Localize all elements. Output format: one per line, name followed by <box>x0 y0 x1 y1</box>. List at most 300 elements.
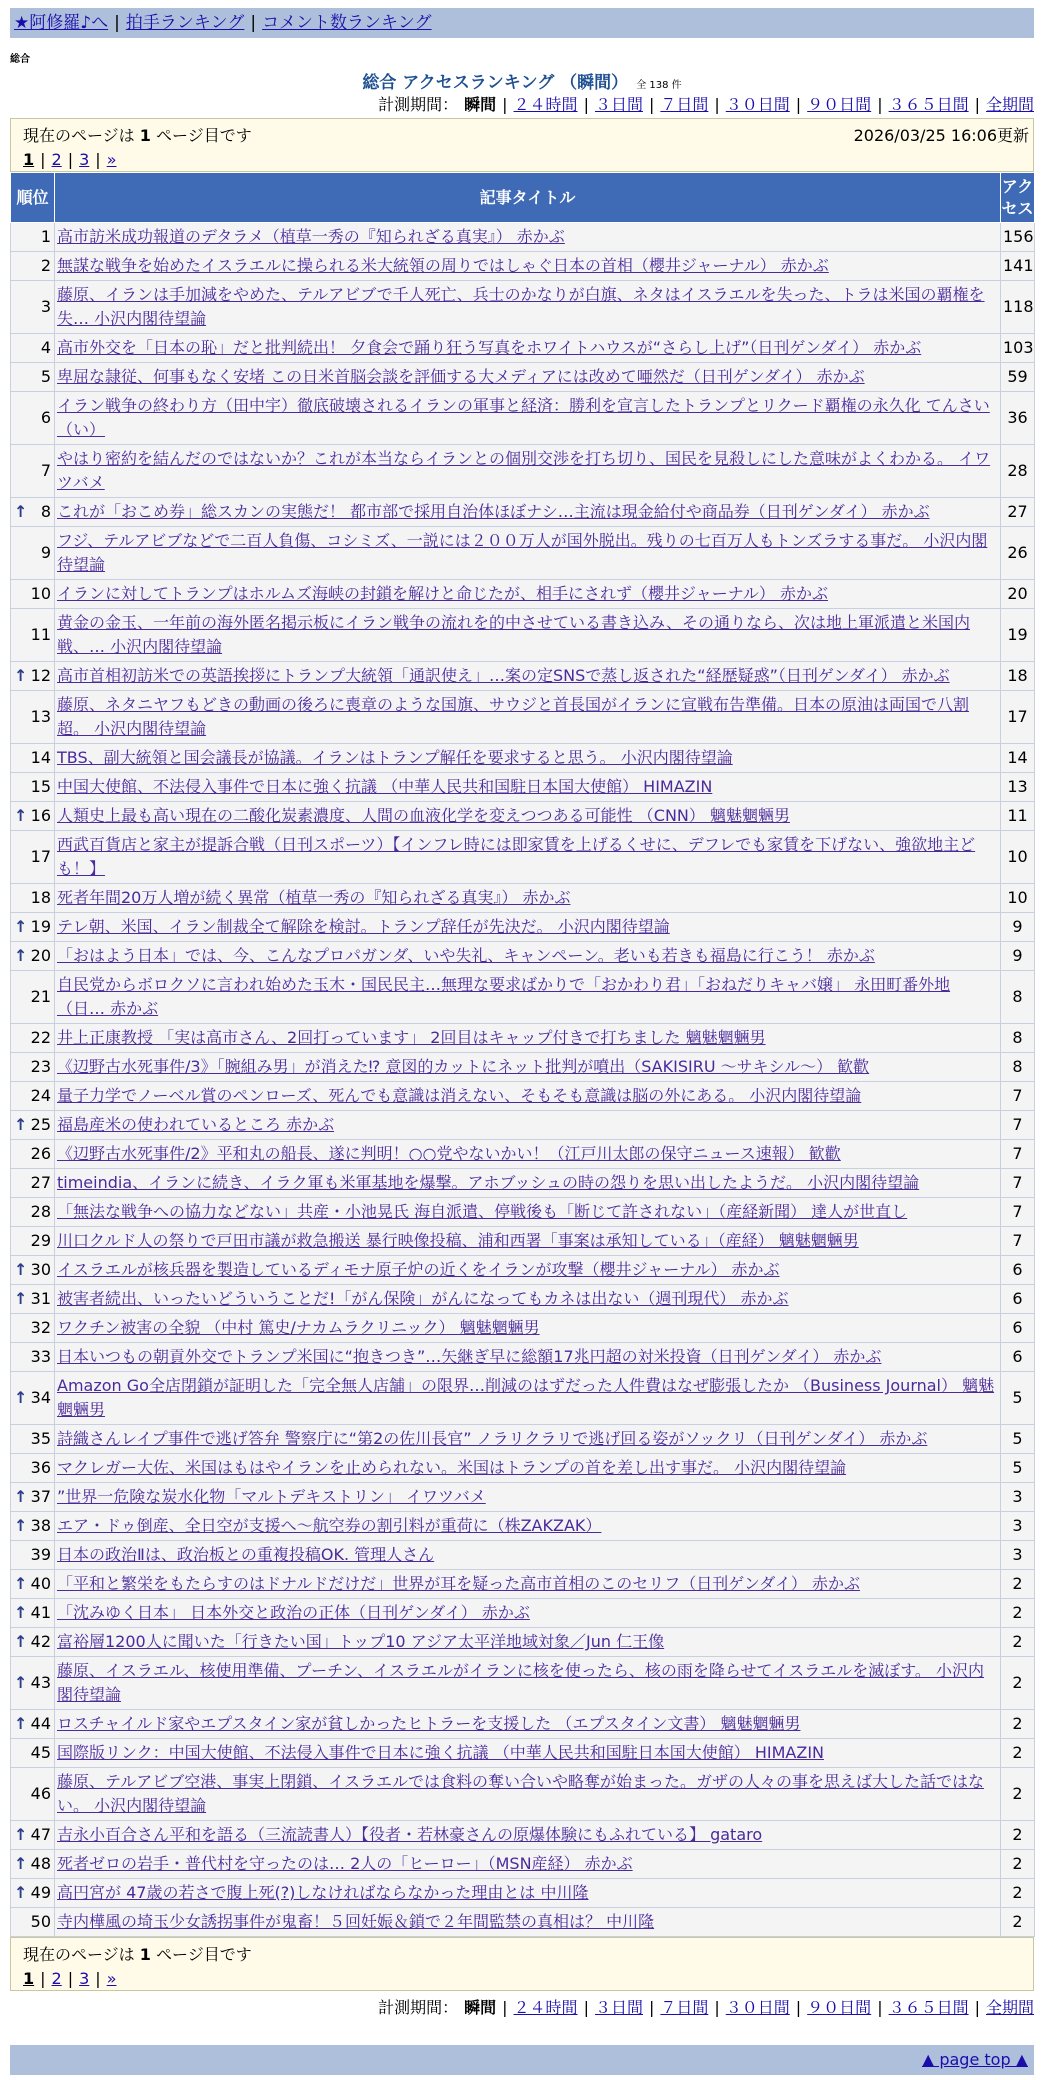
table-row <box>11 1314 1035 1343</box>
rank-number: 19 <box>30 917 51 936</box>
title-cell <box>55 1111 1001 1140</box>
rank-number: 32 <box>30 1318 51 1337</box>
article-title-link[interactable]: ”世界一危険な炭水化物「マルトデキストリン」 イワツバメ <box>57 1487 486 1506</box>
access-count: 2 <box>1001 1908 1035 1937</box>
article-title-link[interactable]: 死者ゼロの岩手・普代村を守ったのは… 2人の「ヒーロー」（MSN産経） 赤かぶ <box>57 1854 633 1873</box>
rank-number: 7 <box>40 461 51 480</box>
rank-cell <box>11 971 55 1024</box>
table-row <box>11 1425 1035 1454</box>
period-link-24h[interactable]: ２４時間 <box>513 95 578 114</box>
rank-number: 5 <box>40 367 51 386</box>
rank-number: 14 <box>30 748 51 767</box>
table-row <box>11 884 1035 913</box>
page-info-box-bottom <box>10 1937 1034 1991</box>
title-cell <box>55 252 1001 281</box>
table-row <box>11 744 1035 773</box>
article-title-link[interactable]: イスラエルが核兵器を製造しているディモナ原子炉の近くをイランが攻撃（櫻井ジャーナル） 赤かぶ <box>57 1260 780 1279</box>
article-title-link[interactable]: マクレガー大佐、米国はもはやイランを止められない。米国はトランプの首を差し出す事だ。 小沢内閣待望論 <box>57 1458 847 1477</box>
article-title-link[interactable]: エア・ドゥ倒産、全日空が支援へ〜航空券の割引料が重荷に（株ZAKZAK） <box>57 1516 602 1535</box>
access-count: 2 <box>1001 1739 1035 1768</box>
up-arrow-icon: ↑ <box>14 666 28 685</box>
article-title-link[interactable]: 量子力学でノーベル賞のペンローズ、死んでも意識は消えない、そもそも意識は脳の外にある。 小沢内閣待望論 <box>57 1086 862 1105</box>
article-title-link[interactable]: 吉永小百合さん平和を語る（三流読書人）【役者・若林豪さんの原爆体験にもふれている】 gataro <box>57 1825 763 1844</box>
article-title-link[interactable]: フジ、テルアビブなどで二百人負傷、コシミズ、一説には２００万人が国外脱出。残りの七百万人もトンズラする事だ。 小沢内閣待望論 <box>57 531 988 574</box>
updated-timestamp: 2026/03/25 16:06更新 <box>853 126 1029 145</box>
rank-cell <box>11 1908 55 1937</box>
up-arrow-icon: ↑ <box>14 806 28 825</box>
rank-number: 12 <box>30 666 51 685</box>
rank-number: 29 <box>30 1231 51 1250</box>
article-title-link[interactable]: 《辺野古水死事件/3》「腕組み男」が消えた⁉ 意図的カットにネット批判が噴出（SAKISIRU 〜サキシル〜） 歓歡 <box>57 1057 870 1076</box>
article-title-link[interactable]: 日本いつもの朝貢外交でトランプ米国に“抱きつき”…矢継ぎ早に総額17兆円超の対米投資（日刊ゲンダイ） 赤かぶ <box>57 1347 882 1366</box>
rank-cell <box>11 1227 55 1256</box>
rank-cell <box>11 1821 55 1850</box>
article-title-link[interactable]: ロスチャイルド家やエプスタイン家が貧しかったヒトラーを支援した （エプスタイン文書） 魑魅魍魎男 <box>57 1714 801 1733</box>
title-cell <box>55 1227 1001 1256</box>
title-cell <box>55 498 1001 527</box>
rank-number: 47 <box>30 1825 51 1844</box>
rank-cell <box>11 1850 55 1879</box>
rank-number: 40 <box>30 1574 51 1593</box>
title-cell <box>55 1879 1001 1908</box>
nav-link-comment-ranking[interactable]: コメント数ランキング <box>262 13 432 33</box>
access-count: 36 <box>1001 392 1035 445</box>
up-arrow-icon: ↑ <box>14 917 28 936</box>
access-count: 2 <box>1001 1599 1035 1628</box>
up-arrow-icon: ↑ <box>14 1260 28 1279</box>
period-link-7d[interactable]: ７日間 <box>660 1998 709 2017</box>
article-title-link[interactable]: 人類史上最も高い現在の二酸化炭素濃度、人間の血液化学を変えつつある可能性 （CNN） 魑魅魍魎男 <box>57 806 790 825</box>
article-title-link[interactable]: 藤原、テルアビブ空港、事実上閉鎖、イスラエルでは食料の奪い合いや略奪が始まった。ガザの人々の事を思えば大した話ではない。 小沢内閣待望論 <box>57 1772 985 1815</box>
access-count: 2 <box>1001 1657 1035 1710</box>
title-cell <box>55 1140 1001 1169</box>
rank-cell <box>11 1454 55 1483</box>
rank-number: 41 <box>30 1603 51 1622</box>
table-row <box>11 1169 1035 1198</box>
table-row <box>11 1628 1035 1657</box>
table-row <box>11 1140 1035 1169</box>
rank-number: 45 <box>30 1743 51 1762</box>
article-title-link[interactable]: 井上正康教授 「実は高市さん、2回打っています」 2回目はキャップ付きで打ちました 魑魅魍魎男 <box>57 1028 766 1047</box>
access-count: 59 <box>1001 363 1035 392</box>
period-selector-bottom: 計測期間： 瞬間 | ２４時間 | ３日間 | ７日間 | ３０日間 | ９０日間 | ３６５日間 | 全期間 <box>378 1998 1034 2017</box>
rank-number: 31 <box>30 1289 51 1308</box>
access-count: 17 <box>1001 691 1035 744</box>
title-cell <box>55 1169 1001 1198</box>
period-link-90d[interactable]: ９０日間 <box>807 95 872 114</box>
table-row <box>11 281 1035 334</box>
access-count: 7 <box>1001 1140 1035 1169</box>
article-title-link[interactable]: イランに対してトランプはホルムズ海峡の封鎖を解けと命じたが、相手にされず（櫻井ジャーナル） 赤かぶ <box>57 584 829 603</box>
table-row <box>11 1850 1035 1879</box>
rank-cell <box>11 252 55 281</box>
rank-cell <box>11 392 55 445</box>
access-count: 2 <box>1001 1768 1035 1821</box>
rank-cell <box>11 445 55 498</box>
ranking-table <box>10 172 1035 1937</box>
rank-number: 43 <box>30 1673 51 1692</box>
article-title-link[interactable]: 無謀な戦争を始めたイスラエルに操られる米大統領の周りではしゃぐ日本の首相（櫻井ジャーナル） 赤かぶ <box>57 256 829 275</box>
up-arrow-icon: ↑ <box>14 1603 28 1622</box>
article-title-link[interactable]: イラン戦争の終わり方（田中宇）徹底破壊されるイランの軍事と経済：勝利を宣言したトランプとリクード覇権の永久化 てんさい（い） <box>57 396 990 439</box>
access-count: 6 <box>1001 1343 1035 1372</box>
table-row <box>11 1082 1035 1111</box>
rank-cell <box>11 1628 55 1657</box>
rank-cell <box>11 831 55 884</box>
page-info-text: 現在のページは 1 ページ目です <box>23 126 252 145</box>
rank-cell <box>11 1599 55 1628</box>
access-count: 2 <box>1001 1879 1035 1908</box>
rank-number: 17 <box>30 847 51 866</box>
header-access: アクセス <box>1001 173 1035 223</box>
table-row <box>11 773 1035 802</box>
period-link-365d[interactable]: ３６５日間 <box>888 1998 969 2017</box>
rank-cell <box>11 1768 55 1821</box>
rank-number: 35 <box>30 1429 51 1448</box>
table-row <box>11 1710 1035 1739</box>
rank-number: 22 <box>30 1028 51 1047</box>
access-count: 2 <box>1001 1821 1035 1850</box>
title-cell <box>55 580 1001 609</box>
article-title-link[interactable]: 「沈みゆく日本」 日本外交と政治の正体（日刊ゲンダイ） 赤かぶ <box>57 1603 530 1622</box>
up-arrow-icon: ↑ <box>14 1825 28 1844</box>
table-row <box>11 913 1035 942</box>
article-title-link[interactable]: 西武百貨店と家主が提訴合戦（日刊スポーツ）【インフレ時には即家賃を上げるくせに、デフレでも家賃を下げない、強欲地主ども！】 <box>57 835 976 878</box>
access-count: 7 <box>1001 1227 1035 1256</box>
title-cell <box>55 1908 1001 1937</box>
access-count: 7 <box>1001 1198 1035 1227</box>
up-arrow-icon: ↑ <box>14 1632 28 1651</box>
rank-cell <box>11 1024 55 1053</box>
title-cell <box>55 1850 1001 1879</box>
access-count: 5 <box>1001 1425 1035 1454</box>
article-title-link[interactable]: 「平和と繁栄をもたらすのはドナルドだけだ」世界が耳を疑った高市首相のこのセリフ（日刊ゲンダイ） 赤かぶ <box>57 1574 861 1593</box>
table-row <box>11 1285 1035 1314</box>
period-link-3d[interactable]: ３日間 <box>594 1998 643 2017</box>
title-cell <box>55 802 1001 831</box>
rank-number: 20 <box>30 946 51 965</box>
period-link-30d[interactable]: ３０日間 <box>725 1998 790 2017</box>
access-count: 8 <box>1001 971 1035 1024</box>
rank-cell <box>11 802 55 831</box>
title-cell <box>55 1512 1001 1541</box>
table-row <box>11 392 1035 445</box>
rank-number: 39 <box>30 1545 51 1564</box>
title-cell <box>55 1024 1001 1053</box>
article-title-link[interactable]: 富裕層1200人に聞いた「行きたい国」トップ10 アジア太平洋地域対象／Jun 仁王像 <box>57 1632 665 1651</box>
table-row <box>11 1821 1035 1850</box>
title-cell <box>55 223 1001 252</box>
title-cell <box>55 1768 1001 1821</box>
title-cell <box>55 971 1001 1024</box>
rank-cell <box>11 1512 55 1541</box>
period-link-all[interactable]: 全期間 <box>985 1998 1034 2017</box>
article-title-link[interactable]: これが「おこめ券」総スカンの実態だ！ 都市部で採用自治体ほぼナシ…主流は現金給付や商品券（日刊ゲンダイ） 赤かぶ <box>57 502 930 521</box>
title-cell <box>55 1541 1001 1570</box>
access-count: 7 <box>1001 1082 1035 1111</box>
article-title-link[interactable]: Amazon Go全店閉鎖が証明した「完全無人店舗」の限界…削減のはずだった人件費はなぜ膨張したか （Business Journal） 魑魅魍魎男 <box>57 1376 995 1419</box>
period-link-24h[interactable]: ２４時間 <box>513 1998 578 2017</box>
article-title-link[interactable]: 高市首相初訪米での英語挨拶にトランプ大統領「通訳使え」…案の定SNSで蒸し返された“経歴疑惑”（日刊ゲンダイ） 赤かぶ <box>57 666 950 685</box>
rank-number: 37 <box>30 1487 51 1506</box>
pager-next[interactable]: » <box>106 150 117 169</box>
pager-top: 1 | 2 | 3 | » <box>23 150 117 169</box>
access-count: 156 <box>1001 223 1035 252</box>
header-title: 記事タイトル <box>55 173 1001 223</box>
rank-cell <box>11 662 55 691</box>
rank-cell <box>11 1082 55 1111</box>
rank-number: 24 <box>30 1086 51 1105</box>
article-title-link[interactable]: やはり密約を結んだのではないか？これが本当ならイランとの個別交渉を打ち切り、国民を見殺しにした意味がよくわかる。 イワツバメ <box>57 449 991 492</box>
period-link-all[interactable]: 全期間 <box>985 95 1034 114</box>
rank-cell <box>11 498 55 527</box>
article-title-link[interactable]: テレ朝、米国、イラン制裁全て解除を検討。トランプ辞任が先決だ。 小沢内閣待望論 <box>57 917 670 936</box>
title-cell <box>55 1343 1001 1372</box>
title-cell <box>55 281 1001 334</box>
title-cell <box>55 1710 1001 1739</box>
rank-cell <box>11 884 55 913</box>
title-cell <box>55 831 1001 884</box>
title-cell <box>55 527 1001 580</box>
rank-number: 1 <box>40 227 51 246</box>
rank-number: 33 <box>30 1347 51 1366</box>
rank-cell <box>11 1657 55 1710</box>
rank-number: 48 <box>30 1854 51 1873</box>
page-title-line <box>10 68 1034 92</box>
table-row <box>11 223 1035 252</box>
article-title-link[interactable]: 寺内樺風の埼玉少女誘拐事件が鬼畜！５回妊娠＆鎖で２年間監禁の真相は？ 中川隆 <box>57 1912 655 1931</box>
up-arrow-icon: ↑ <box>14 1673 28 1692</box>
article-title-link[interactable]: 自民党からボロクソに言われ始めた玉木・国民民主…無理な要求ばかりで「おかわり君」「おねだりキャバ嬢」 永田町番外地（日… 赤かぶ <box>57 975 951 1018</box>
title-cell <box>55 1821 1001 1850</box>
article-title-link[interactable]: 「おはよう日本」では、今、こんなプロパガンダ、いや失礼、キャンペーン。老いも若きも福島に行こう！ 赤かぶ <box>57 946 875 965</box>
rank-cell <box>11 1739 55 1768</box>
article-title-link[interactable]: 藤原、イスラエル、核使用準備、プーチン、イスラエルがイランに核を使ったら、核の雨を降らせてイスラエルを滅ぼす。 小沢内閣待望論 <box>57 1661 985 1704</box>
rank-cell <box>11 580 55 609</box>
period-link-7d[interactable]: ７日間 <box>660 95 709 114</box>
table-row <box>11 445 1035 498</box>
article-title-link[interactable]: 被害者続出、いったいどういうことだ!「がん保険」がんになってもカネは出ない（週刊現代） 赤かぶ <box>57 1289 789 1308</box>
nav-link-applause-ranking[interactable]: 拍手ランキング <box>125 13 245 33</box>
table-row <box>11 831 1035 884</box>
table-row <box>11 1024 1035 1053</box>
title-cell <box>55 609 1001 662</box>
access-count: 8 <box>1001 1024 1035 1053</box>
title-cell <box>55 884 1001 913</box>
access-count: 2 <box>1001 1628 1035 1657</box>
access-count: 20 <box>1001 580 1035 609</box>
pager-link-3[interactable]: 3 <box>79 1969 90 1988</box>
article-title-link[interactable]: 死者年間20万人増が続く異常（植草一秀の『知られざる真実』） 赤かぶ <box>57 888 571 907</box>
rank-number: 50 <box>30 1912 51 1931</box>
top-navigation <box>10 8 1034 38</box>
period-label: 計測期間： <box>378 95 459 114</box>
pager-link-3[interactable]: 3 <box>79 150 90 169</box>
access-count: 2 <box>1001 1710 1035 1739</box>
title-cell <box>55 1657 1001 1710</box>
table-row <box>11 1343 1035 1372</box>
rank-cell <box>11 1111 55 1140</box>
table-row <box>11 1570 1035 1599</box>
pager-link-2[interactable]: 2 <box>51 1969 62 1988</box>
article-title-link[interactable]: 藤原、ネタニヤフもどきの動画の後ろに喪章のような国旗、サウジと首長国がイランに宣戦布告準備。日本の原油は両国で八割超。 小沢内閣待望論 <box>57 695 970 738</box>
rank-number: 46 <box>30 1784 51 1803</box>
access-count: 6 <box>1001 1314 1035 1343</box>
page-title: 総合 アクセスランキング （瞬間） <box>362 73 629 93</box>
title-cell <box>55 334 1001 363</box>
rank-number: 10 <box>30 584 51 603</box>
article-title-link[interactable]: 藤原、イランは手加減をやめた、テルアビブで千人死亡、兵士のかなりが白旗、ネタはイスラエルを失った、トラは米国の覇権を失… 小沢内閣待望論 <box>57 285 985 328</box>
access-count: 7 <box>1001 1111 1035 1140</box>
title-cell <box>55 913 1001 942</box>
up-arrow-icon: ↑ <box>14 1714 28 1733</box>
article-title-link[interactable]: ワクチン被害の全貌 （中村 篤史/ナカムラクリニック） 魑魅魍魎男 <box>57 1318 540 1337</box>
period-link-90d[interactable]: ９０日間 <box>807 1998 872 2017</box>
rank-cell <box>11 773 55 802</box>
page-info-box-top <box>10 118 1034 172</box>
article-title-link[interactable]: 川口クルド人の祭りで戸田市議が救急搬送 暴行映像投稿、浦和西署「事案は承知している」（産経） 魑魅魍魎男 <box>57 1231 859 1250</box>
title-cell <box>55 1256 1001 1285</box>
article-title-link[interactable]: 卑屈な隷従、何事もなく安堵 この日米首脳会談を評価する大メディアには改めて唖然だ（日刊ゲンダイ） 赤かぶ <box>57 367 865 386</box>
access-count: 7 <box>1001 1169 1035 1198</box>
table-row <box>11 1454 1035 1483</box>
rank-number: 9 <box>40 543 51 562</box>
article-title-link[interactable]: 高市訪米成功報道のデタラメ（植草一秀の『知られざる真実』） 赤かぶ <box>57 227 565 246</box>
access-count: 141 <box>1001 252 1035 281</box>
table-row <box>11 662 1035 691</box>
table-row <box>11 1908 1035 1937</box>
up-arrow-icon: ↑ <box>14 1289 28 1308</box>
title-cell <box>55 1570 1001 1599</box>
pager-link-2[interactable]: 2 <box>51 150 62 169</box>
up-arrow-icon: ↑ <box>14 1115 28 1134</box>
nav-link-asyura[interactable]: ★阿修羅♪へ <box>14 13 109 33</box>
access-count: 13 <box>1001 773 1035 802</box>
access-count: 28 <box>1001 445 1035 498</box>
access-count: 5 <box>1001 1372 1035 1425</box>
rank-cell <box>11 1710 55 1739</box>
title-cell <box>55 445 1001 498</box>
rank-cell <box>11 1425 55 1454</box>
rank-number: 49 <box>30 1883 51 1902</box>
rank-cell <box>11 1169 55 1198</box>
rank-number: 26 <box>30 1144 51 1163</box>
article-title-link[interactable]: 《辺野古水死事件/2》平和丸の船長、遂に判明！○○党やないかい！（江戸川太郎の保守ニュース速報） 歓歡 <box>57 1144 841 1163</box>
table-row <box>11 1739 1035 1768</box>
rank-number: 36 <box>30 1458 51 1477</box>
article-title-link[interactable]: 「無法な戦争への協力などない」共産・小池晃氏 海自派遣、停戦後も「断じて許されない」（産経新聞） 達人が世直し <box>57 1202 908 1221</box>
article-title-link[interactable]: 日本の政治Ⅱは、政治板との重複投稿OK. 管理人さん <box>57 1545 435 1564</box>
table-row <box>11 971 1035 1024</box>
header-rank: 順位 <box>11 173 55 223</box>
access-count: 9 <box>1001 913 1035 942</box>
rank-cell <box>11 609 55 662</box>
table-row <box>11 1372 1035 1425</box>
article-title-link[interactable]: 黄金の金玉、一年前の海外匿名掲示板にイラン戦争の流れを的中させている書き込み、その通りなら、次は地上軍派遣と米国内戦、… 小沢内閣待望論 <box>57 613 970 656</box>
access-count: 18 <box>1001 662 1035 691</box>
table-row <box>11 1768 1035 1821</box>
article-title-link[interactable]: 高円宮が 47歳の若さで腹上死(?)しなければならなかった理由とは 中川隆 <box>57 1883 589 1902</box>
up-arrow-icon: ↑ <box>14 1516 28 1535</box>
access-count: 6 <box>1001 1285 1035 1314</box>
article-title-link[interactable]: 福島産米の使われているところ 赤かぶ <box>57 1115 335 1134</box>
title-cell <box>55 392 1001 445</box>
rank-cell <box>11 1343 55 1372</box>
pager-next[interactable]: » <box>106 1969 117 1988</box>
bottom-bar <box>10 2045 1034 2075</box>
rank-cell <box>11 281 55 334</box>
table-row <box>11 527 1035 580</box>
access-count: 3 <box>1001 1541 1035 1570</box>
page-top-link[interactable]: ▲ page top ▲ <box>921 2050 1028 2069</box>
rank-number: 44 <box>30 1714 51 1733</box>
title-cell <box>55 1053 1001 1082</box>
access-count: 14 <box>1001 744 1035 773</box>
period-current: 瞬間 <box>464 95 497 114</box>
table-row <box>11 1599 1035 1628</box>
table-row <box>11 1512 1035 1541</box>
rank-number: 6 <box>40 408 51 427</box>
rank-number: 13 <box>30 707 51 726</box>
title-cell <box>55 744 1001 773</box>
rank-cell <box>11 334 55 363</box>
title-cell <box>55 1082 1001 1111</box>
title-cell <box>55 662 1001 691</box>
up-arrow-icon: ↑ <box>14 1574 28 1593</box>
rank-cell <box>11 1198 55 1227</box>
title-cell <box>55 942 1001 971</box>
access-count: 3 <box>1001 1512 1035 1541</box>
table-row <box>11 691 1035 744</box>
title-cell <box>55 1628 1001 1657</box>
table-row <box>11 1111 1035 1140</box>
title-cell <box>55 1739 1001 1768</box>
title-cell <box>55 1483 1001 1512</box>
section-label: 総合 <box>10 54 30 65</box>
title-cell <box>55 691 1001 744</box>
rank-number: 28 <box>30 1202 51 1221</box>
article-title-link[interactable]: 高市外交を「日本の恥」だと批判続出！ 夕食会で踊り狂う写真をホワイトハウスが“さらし上げ”（日刊ゲンダイ） 赤かぶ <box>57 338 922 357</box>
rank-number: 42 <box>30 1632 51 1651</box>
period-link-3d[interactable]: ３日間 <box>594 95 643 114</box>
title-cell <box>55 1454 1001 1483</box>
rank-cell <box>11 1372 55 1425</box>
article-title-link[interactable]: 中国大使館、不法侵入事件で日本に強く抗議 （中華人民共和国駐日本国大使館） HIMAZIN <box>57 777 713 796</box>
table-row <box>11 363 1035 392</box>
access-count: 27 <box>1001 498 1035 527</box>
access-count: 9 <box>1001 942 1035 971</box>
article-title-link[interactable]: TBS、副大統領と国会議長が協議。イランはトランプ解任を要求すると思う。 小沢内閣待望論 <box>57 748 733 767</box>
article-title-link[interactable]: timeindia、イランに続き、イラク軍も米軍基地を爆撃。アホブッシュの時の怨りを思い出したようだ。 小沢内閣待望論 <box>57 1173 920 1192</box>
access-count: 3 <box>1001 1483 1035 1512</box>
article-title-link[interactable]: 国際版リンク：中国大使館、不法侵入事件で日本に強く抗議 （中華人民共和国駐日本国大使館） HIMAZIN <box>57 1743 825 1762</box>
access-count: 10 <box>1001 831 1035 884</box>
period-link-365d[interactable]: ３６５日間 <box>888 95 969 114</box>
pager-current: 1 <box>23 1969 35 1988</box>
title-cell <box>55 773 1001 802</box>
title-cell <box>55 1425 1001 1454</box>
rank-number: 25 <box>30 1115 51 1134</box>
rank-cell <box>11 527 55 580</box>
rank-cell <box>11 1256 55 1285</box>
rank-number: 18 <box>30 888 51 907</box>
title-cell <box>55 1198 1001 1227</box>
rank-cell <box>11 1285 55 1314</box>
rank-number: 2 <box>40 256 51 275</box>
period-link-30d[interactable]: ３０日間 <box>725 95 790 114</box>
article-title-link[interactable]: 詩織さんレイプ事件で逃げ答弁 警察庁に“第2の佐川長官” ノラリクラリで逃げ回る姿がソックリ（日刊ゲンダイ） 赤かぶ <box>57 1429 928 1448</box>
nav-separator: | <box>250 13 257 33</box>
